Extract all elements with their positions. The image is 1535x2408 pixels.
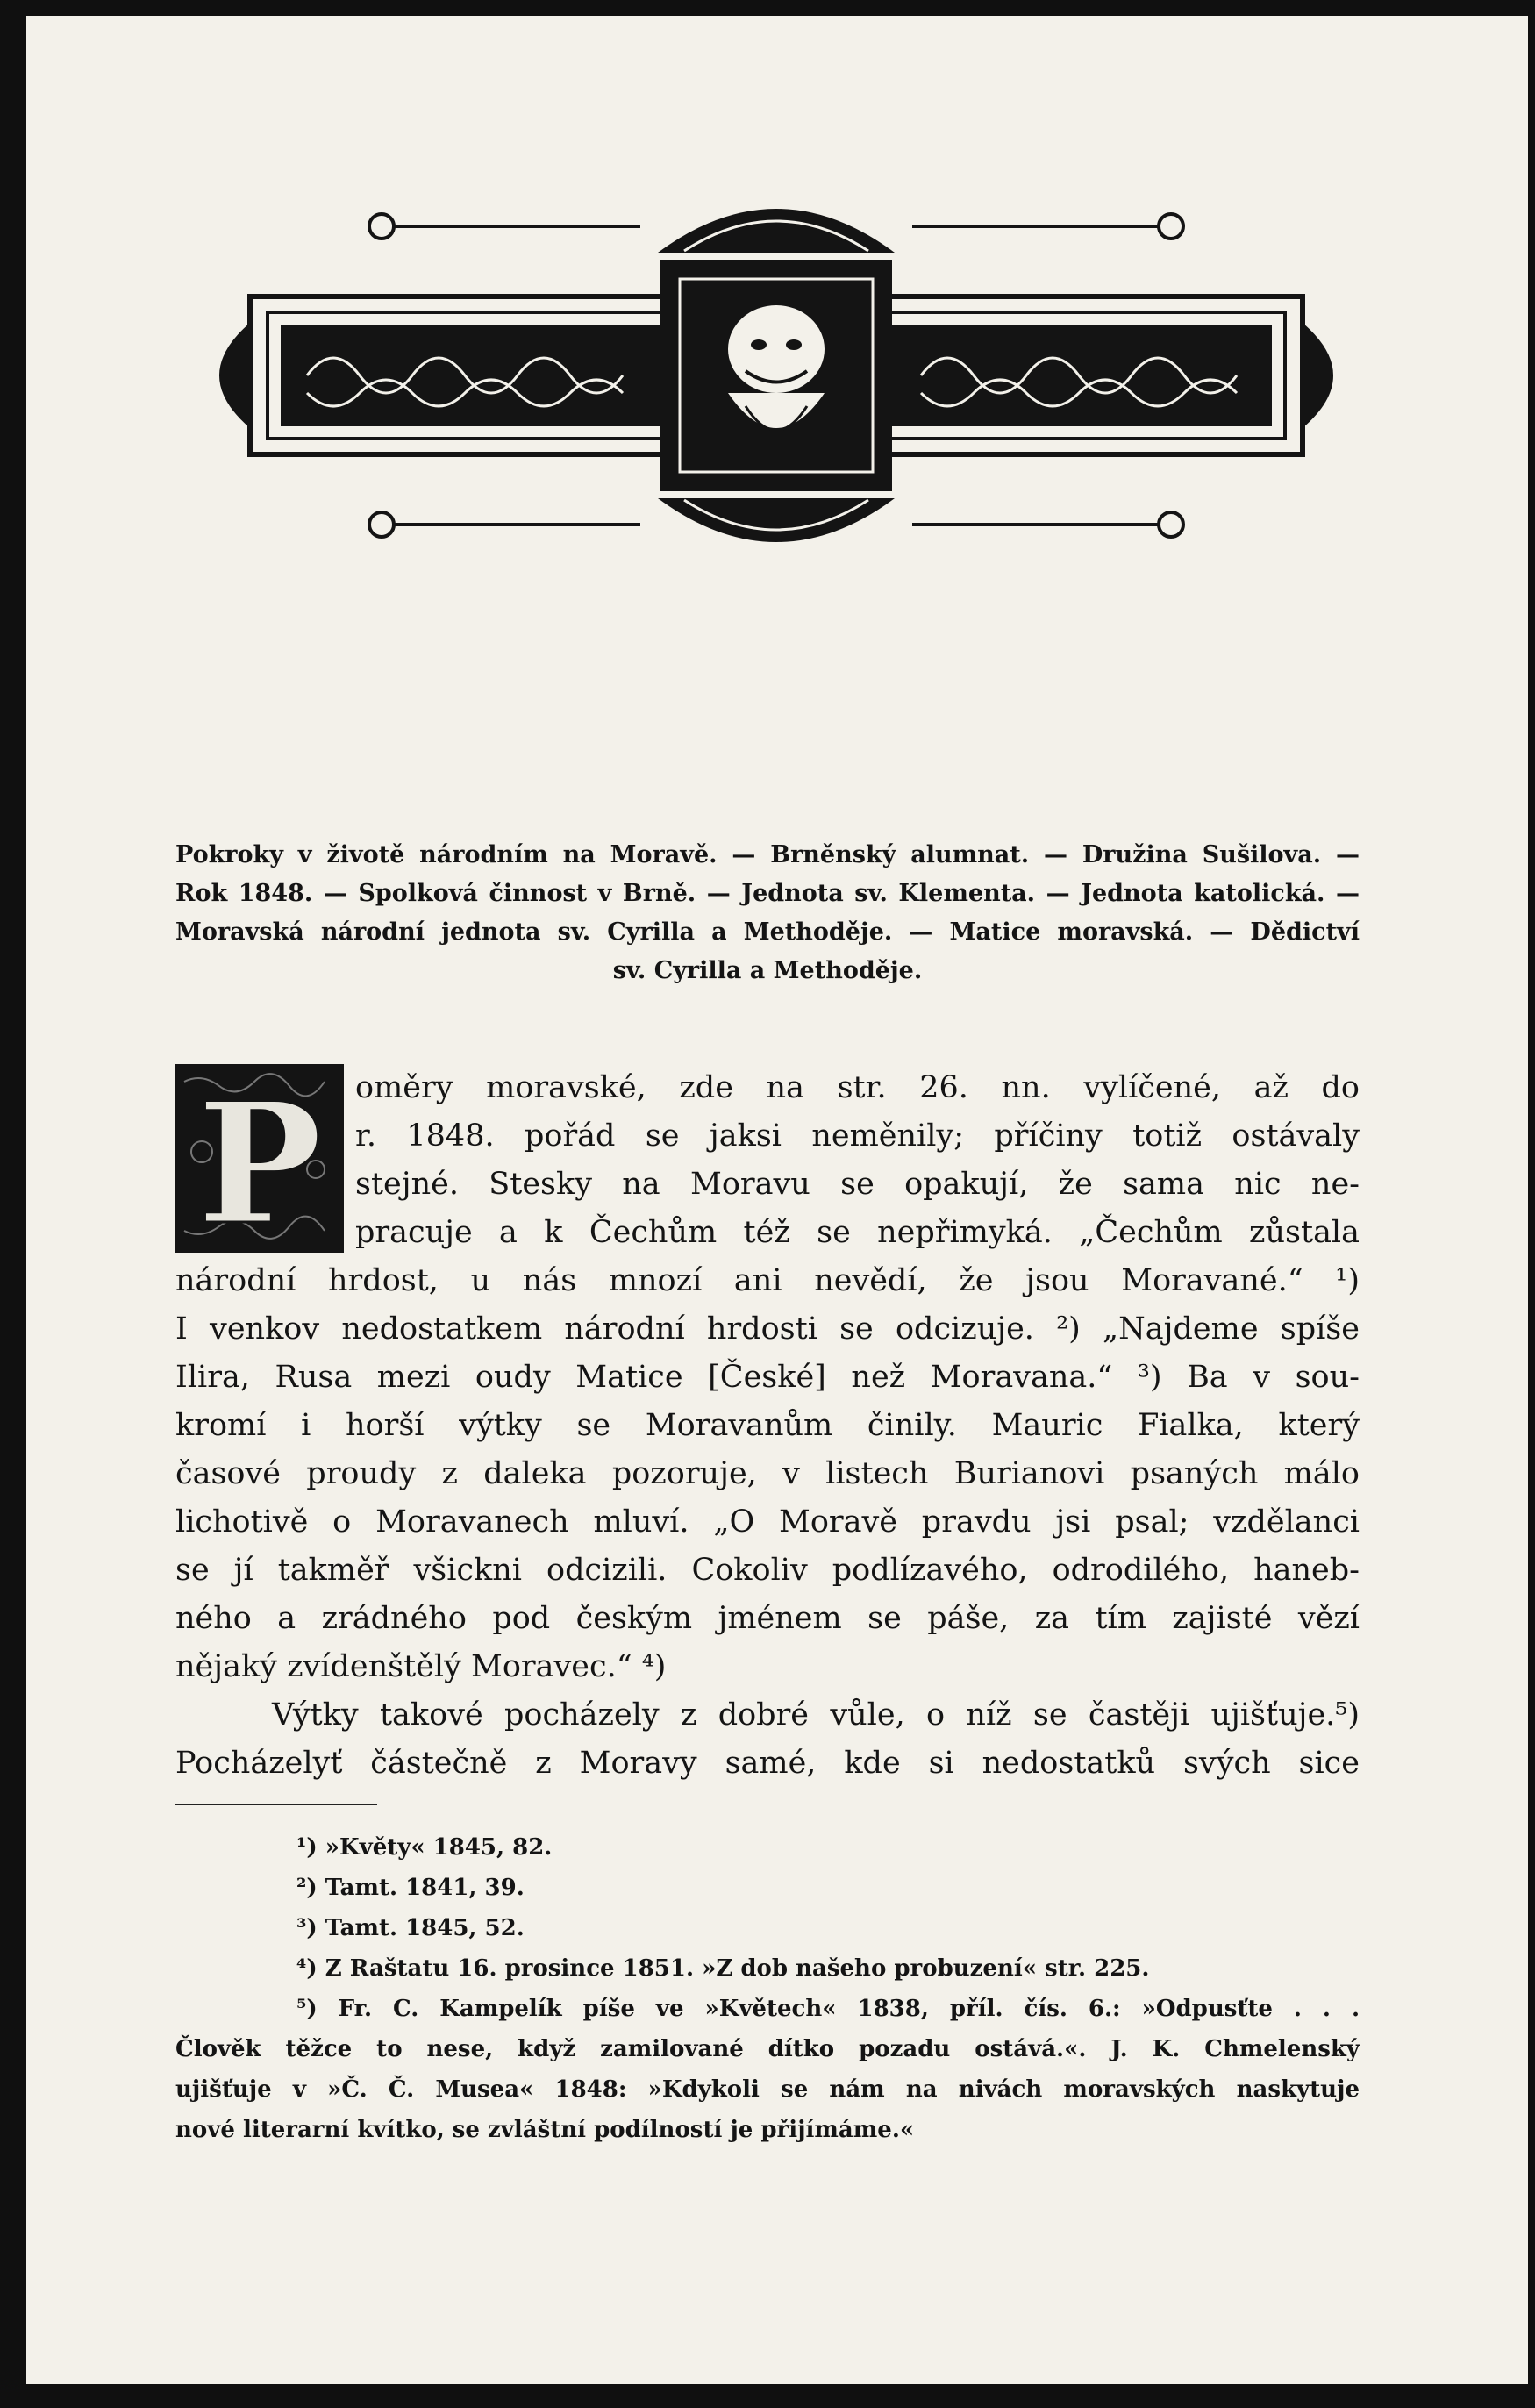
footnote: ⁴) Z Raštatu 16. prosince 1851. »Z dob našeho probuzení« str. 225. (296, 1955, 1150, 1982)
text-line: I venkov nedostatkem národní hrdosti se odcizuje. ²) „Najdeme spíše (175, 1311, 1360, 1347)
text-line: r. 1848. pořád se jaksi neměnily; příčiny totiž ostávaly (355, 1118, 1360, 1154)
svg-text:P: P (196, 1066, 323, 1253)
book-page (26, 16, 1528, 2384)
footnote-continuation: nové literarní kvítko, se zvláštní podílností je přijímáme.« (175, 2117, 915, 2143)
summary-line: sv. Cyrilla a Methoděje. (612, 957, 923, 984)
summary-line: Rok 1848. — Spolková činnost v Brně. — Jednota sv. Klementa. — Jednota katolická. — (175, 880, 1360, 907)
decorated-initial-p (175, 1064, 344, 1253)
text-line: ného a zrádného pod českým jménem se páše, za tím zajisté vězí (175, 1601, 1360, 1636)
footnotes (175, 1827, 1360, 2150)
text-line: Pocházelyť částečně z Moravy samé, kde si nedostatků svých sice (175, 1746, 1360, 1781)
chapter-summary (175, 836, 1360, 990)
footnote-divider (175, 1804, 377, 1805)
decorative-headpiece (167, 174, 1386, 577)
text-line: lichotivě o Moravanech mluví. „O Moravě pravdu jsi psal; vzdělanci (175, 1504, 1360, 1540)
text-line: Ilira, Rusa mezi oudy Matice [České] než Moravana.“ ³) Ba v sou- (175, 1360, 1360, 1395)
footnote: ⁵) Fr. C. Kampelík píše ve »Květech« 1838, příl. čís. 6.: »Odpusťte . . . (296, 1996, 1360, 2022)
main-text (175, 1064, 1360, 1788)
text-line: nějaký zvídenštělý Moravec.“ ⁴) (175, 1649, 667, 1684)
text-line: oměry moravské, zde na str. 26. nn. vylíčené, až do (355, 1070, 1360, 1105)
text-line: kromí i horší výtky se Moravanům činily. Mauric Fialka, který (175, 1408, 1360, 1443)
text-line: se jí takměř všickni odcizili. Cokoliv podlízavého, odrodilého, haneb- (175, 1553, 1360, 1588)
footnote: ¹) »Květy« 1845, 82. (296, 1834, 553, 1861)
text-line: stejné. Stesky na Moravu se opakují, že sama nic ne- (355, 1167, 1360, 1202)
summary-line: Moravská národní jednota sv. Cyrilla a Methoděje. — Matice moravská. — Dědictví (175, 918, 1360, 946)
footnote-continuation: Člověk těžce to nese, když zamilované dítko pozadu ostává.«. J. K. Chmelenský (175, 2036, 1360, 2062)
footnote: ²) Tamt. 1841, 39. (296, 1875, 525, 1901)
footnote: ³) Tamt. 1845, 52. (296, 1915, 525, 1941)
text-line: Výtky takové pocházely z dobré vůle, o níž se častěji ujišťuje.⁵) (272, 1697, 1360, 1733)
text-line: časové proudy z daleka pozoruje, v listech Burianovi psaných málo (175, 1456, 1360, 1491)
text-line: národní hrdost, u nás mnozí ani nevědí, že jsou Moravané.“ ¹) (175, 1263, 1360, 1298)
summary-line: Pokroky v životě národním na Moravě. — Brněnský alumnat. — Družina Sušilova. — (175, 841, 1360, 868)
footnote-continuation: ujišťuje v »Č. Č. Musea« 1848: »Kdykoli se nám na nivách moravských naskytuje (175, 2076, 1360, 2103)
text-line: pracuje a k Čechům též se nepřimyká. „Čechům zůstala (355, 1215, 1360, 1250)
